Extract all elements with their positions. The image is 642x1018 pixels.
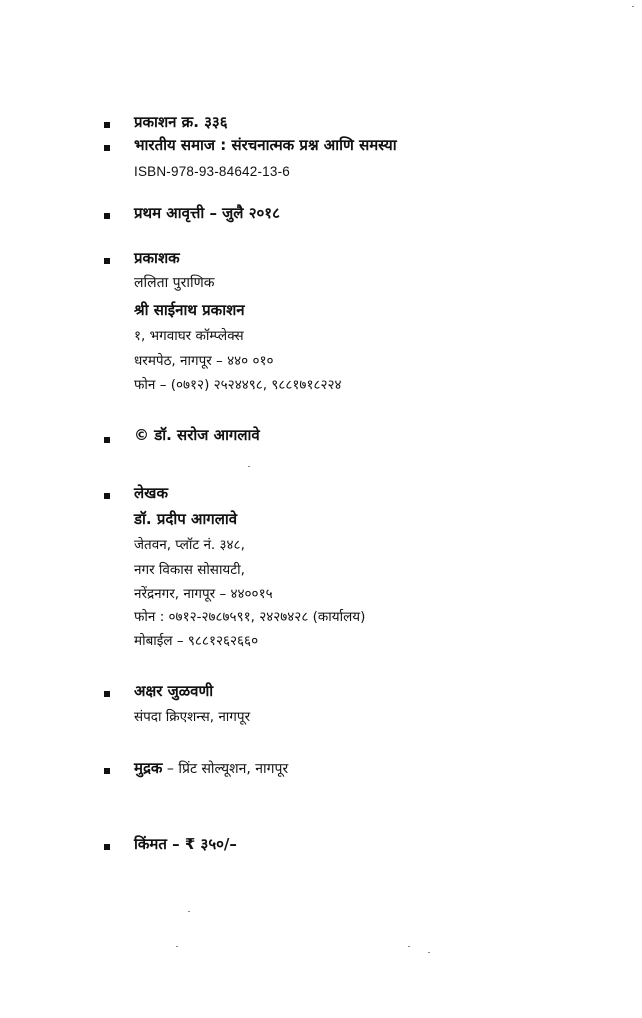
edition: प्रथम आवृत्ती – जुलै २०१८ bbox=[134, 204, 280, 222]
bullet-icon bbox=[104, 768, 110, 774]
printer-value: – प्रिंट सोल्यूशन, नागपूर bbox=[162, 761, 289, 777]
publisher-address-line2: धरमपेठ, नागपूर – ४४० ०१० bbox=[134, 353, 274, 369]
publisher-name: ललिता पुराणिक bbox=[134, 275, 215, 291]
bullet-icon bbox=[104, 145, 110, 151]
bullet-icon bbox=[104, 213, 110, 219]
scan-speck bbox=[248, 466, 250, 467]
isbn: ISBN-978-93-84642-13-6 bbox=[134, 164, 290, 179]
typesetting-value: संपदा क्रिएशन्स, नागपूर bbox=[134, 709, 251, 725]
copyright: © डॉ. सरोज आगलावे bbox=[134, 426, 260, 444]
bullet-icon bbox=[104, 437, 110, 443]
bullet-icon bbox=[104, 258, 110, 264]
price: किंमत – ₹ ३५०/– bbox=[134, 835, 237, 853]
author-address-line2: नगर विकास सोसायटी, bbox=[134, 562, 245, 578]
author-name: डॉ. प्रदीप आगलावे bbox=[134, 510, 238, 528]
bullet-icon bbox=[104, 844, 110, 850]
bullet-icon bbox=[104, 691, 110, 697]
scan-speck bbox=[188, 911, 190, 912]
publisher-firm: श्री साईनाथ प्रकाशन bbox=[134, 301, 245, 319]
scan-speck bbox=[428, 952, 430, 953]
publisher-phone: फोन – (०७१२) २५२४४९८, ९८८१७१८२२४ bbox=[134, 377, 342, 393]
author-mobile: मोबाईल – ९८८१२६२६६० bbox=[134, 633, 259, 649]
printer-heading: मुद्रक bbox=[134, 759, 163, 777]
author-heading: लेखक bbox=[134, 484, 168, 502]
bullet-icon bbox=[104, 122, 110, 128]
author-address-line3: नरेंद्रनगर, नागपूर – ४४००१५ bbox=[134, 586, 273, 602]
scan-speck bbox=[176, 946, 178, 947]
scan-speck bbox=[632, 6, 634, 7]
author-address-line1: जेतवन, प्लॉट नं. ३४८, bbox=[134, 537, 245, 553]
book-title: भारतीय समाज : संरचनात्मक प्रश्न आणि समस्या bbox=[134, 136, 397, 154]
publisher-address-line1: १, भगवाघर कॉम्प्लेक्स bbox=[134, 328, 244, 344]
typesetting-heading: अक्षर जुळवणी bbox=[134, 682, 214, 700]
printer-line bbox=[134, 758, 288, 778]
scan-speck bbox=[408, 946, 410, 947]
author-phone: फोन : ०७१२-२७८७५९१, २४२७४२८ (कार्यालय) bbox=[134, 609, 366, 625]
publisher-heading: प्रकाशक bbox=[134, 249, 180, 267]
bullet-icon bbox=[104, 493, 110, 499]
publication-number: प्रकाशन क्र. ३३६ bbox=[134, 113, 228, 131]
